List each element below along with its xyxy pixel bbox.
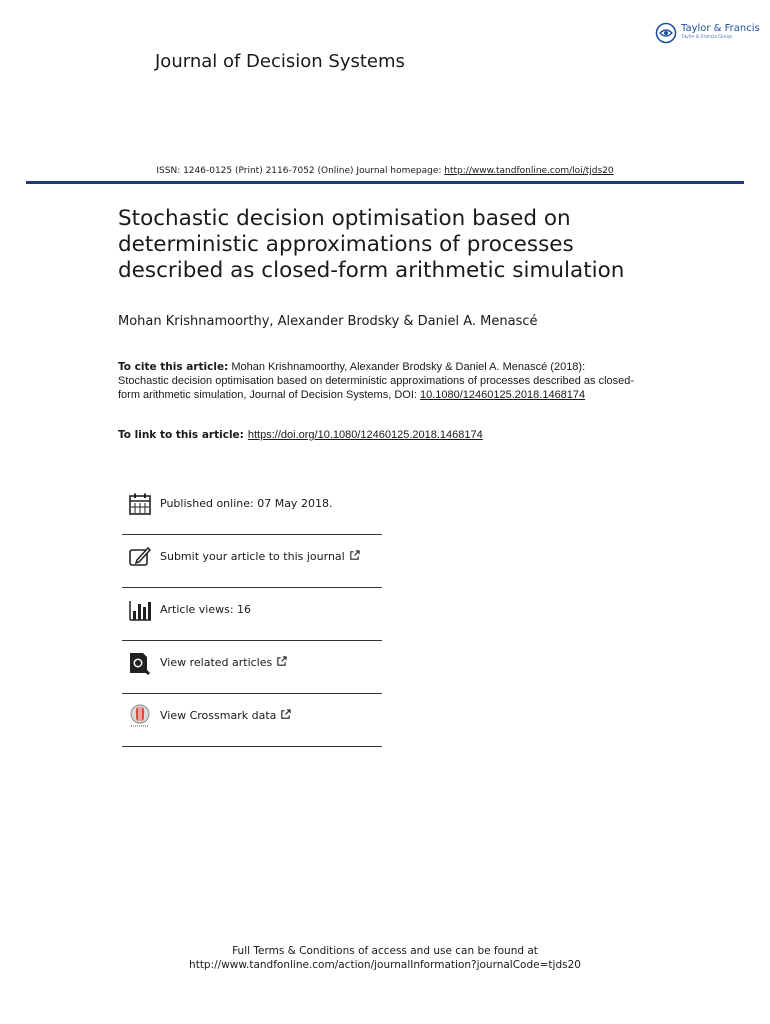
submit-article-text: Submit your article to this journal: [160, 550, 345, 563]
citation-label: To cite this article:: [118, 361, 229, 373]
article-views-text: Article views: 16: [160, 603, 252, 616]
citation-doi-link[interactable]: 10.1080/12460125.2018.1468174: [419, 389, 586, 401]
citation-text: Mohan Krishnamoorthy, Alexander Brodsky & Daniel A. Menascé (2018): Stochastic decision optimisation based on deterministic approximations of processes described as closed-form arithmetic simulation, Journal of Decision Systems, DOI:: [118, 361, 635, 401]
submit-article-link[interactable]: [160, 550, 360, 563]
related-articles-link[interactable]: [160, 656, 287, 669]
article-link-label: To link to this article:: [118, 429, 244, 441]
citation-block: [118, 360, 638, 402]
article-info-list: [122, 482, 382, 747]
article-title: Stochastic decision optimisation based on deterministic approximations of processes described as closed-form arithmetic simulation: [118, 206, 625, 283]
external-link-icon: [280, 709, 291, 720]
article-authors: Mohan Krishnamoorthy, Alexander Brodsky & Daniel A. Menascé: [118, 314, 538, 329]
external-link-icon: [276, 656, 287, 667]
article-views-row: [122, 588, 382, 641]
footer-terms-link[interactable]: http://www.tandfonline.com/action/journalInformation?journalCode=tjds20: [189, 959, 581, 971]
edit-icon: [128, 545, 152, 569]
header-divider: [26, 181, 744, 184]
calendar-icon: [128, 492, 152, 516]
submit-article-row[interactable]: [122, 535, 382, 588]
published-online-text: Published online: 07 May 2018.: [160, 497, 333, 510]
issn-line: [0, 166, 770, 176]
issn-text: ISSN: 1246-0125 (Print) 2116-7052 (Online) Journal homepage:: [156, 166, 445, 176]
search-document-icon: [128, 651, 152, 675]
publisher-name: Taylor & Francis: [681, 23, 760, 34]
published-online-row: [122, 482, 382, 535]
journal-homepage-link[interactable]: http://www.tandfonline.com/loi/tjds20: [444, 166, 614, 176]
bar-chart-icon: [128, 598, 152, 622]
footer: [0, 944, 770, 972]
crossmark-text: View Crossmark data: [160, 709, 277, 722]
related-articles-text: View related articles: [160, 656, 273, 669]
crossmark-icon: [128, 704, 152, 728]
article-doi-link[interactable]: https://doi.org/10.1080/12460125.2018.1468174: [247, 429, 483, 441]
crossmark-row[interactable]: [122, 694, 382, 747]
publisher-logo: [655, 22, 760, 44]
external-link-icon: [349, 550, 360, 561]
related-articles-row[interactable]: [122, 641, 382, 694]
publisher-tagline: Taylor & Francis Group: [681, 34, 733, 40]
footer-terms-text: Full Terms & Conditions of access and use can be found at: [232, 945, 538, 957]
article-link-block: [118, 429, 483, 441]
crossmark-link[interactable]: [160, 709, 291, 722]
taylor-francis-logo-icon: [655, 22, 677, 44]
journal-title: Journal of Decision Systems: [155, 51, 405, 72]
